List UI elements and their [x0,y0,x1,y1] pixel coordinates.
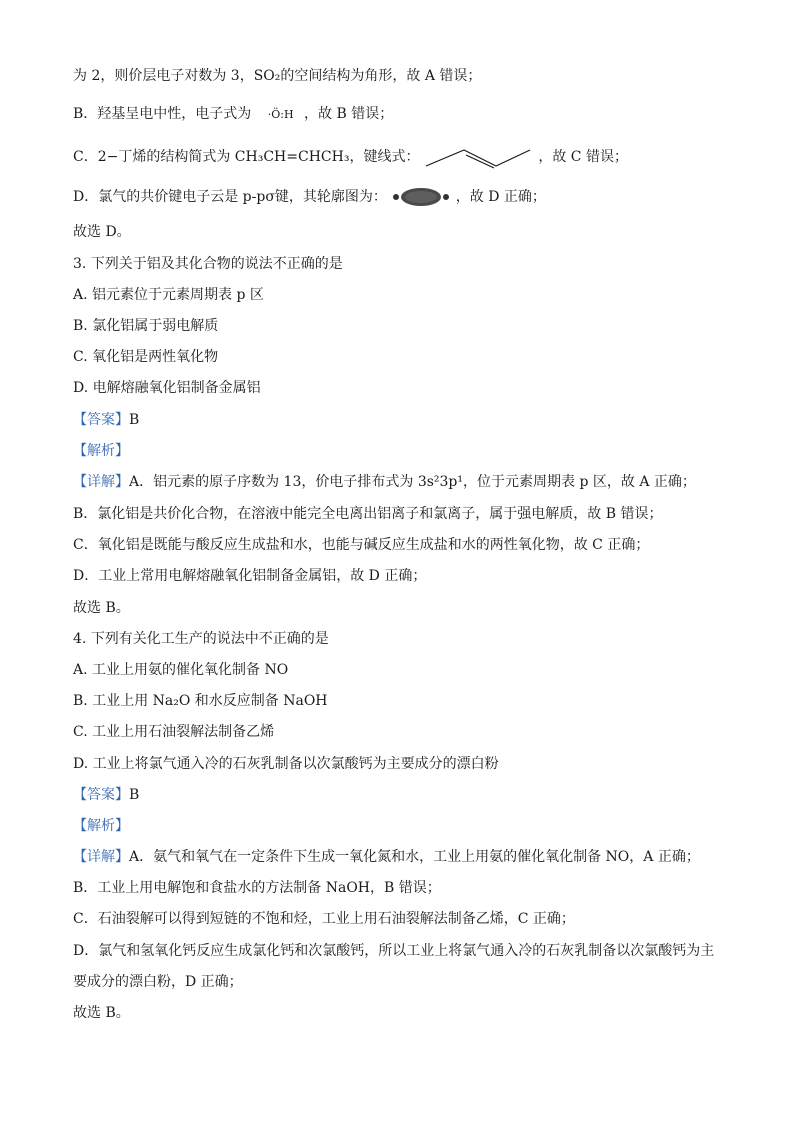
question-4-option-d: D. 工业上将氯气通入冷的石灰乳制备以次氯酸钙为主要成分的漂白粉 [73,756,499,772]
text-segment: ，故 D 正确； [455,189,546,205]
question-4-detail-d2: 要成分的漂白粉，D 正确； [73,974,243,990]
answer-tag: 【答案】 [73,787,129,803]
answer-value: B [129,787,140,803]
question-4-title: 4. 下列有关化工生产的说法中不正确的是 [73,631,329,647]
answer-tag: 【答案】 [73,412,129,428]
detail-text: A．氨气和氧气在一定条件下生成一氧化氮和水，工业上用氨的催化氧化制备 NO，A 正确； [129,849,700,865]
conclusion: 故选 D。 [73,224,131,240]
question-4-analysis-tag [73,816,129,836]
detail-text: A．铝元素的原子序数为 13，价电子排布式为 3s²3p¹，位于元素周期表 p 区，故 A 正确； [129,474,696,490]
question-3-option-a: A. 铝元素位于元素周期表 p 区 [73,287,264,303]
question-3-title: 3. 下列关于铝及其化合物的说法不正确的是 [73,256,343,272]
text-line: 为 2，则价层电子对数为 3，SO₂的空间结构为角形，故 A 错误； [73,68,482,84]
question-4-option-c: C. 工业上用石油裂解法制备乙烯 [73,724,275,740]
question-4-option-a: A. 工业上用氨的催化氧化制备 NO [73,662,289,678]
question-4-conclusion: 故选 B。 [73,1005,130,1021]
question-3-analysis-tag [73,441,129,461]
question-4-detail-c: C．石油裂解可以得到短链的不饱和烃，工业上用石油裂解法制备乙烯，C 正确； [73,911,575,927]
question-3-option-c: C. 氧化铝是两性氧化物 [73,349,219,365]
question-4-option-b: B. 工业上用 Na₂O 和水反应制备 NaOH [73,693,328,709]
text-line-c [73,144,628,170]
question-4-detail-b: B．工业上用电解饱和食盐水的方法制备 NaOH，B 错误； [73,880,441,896]
text-segment: B．羟基呈电中性，电子式为 [73,106,252,122]
analysis-tag: 【解析】 [73,818,129,834]
text-line-d [73,186,546,208]
question-3-conclusion: 故选 B。 [73,600,130,616]
text-line-b [73,104,393,125]
question-3-detail-a [73,472,696,492]
question-3-detail-c: C．氧化铝是既能与酸反应生成盐和水，也能与碱反应生成盐和水的两性氧化物，故 C 正确； [73,537,650,553]
question-4-answer [73,785,139,805]
question-4-detail-d1: D．氯气和氢氧化钙反应生成氯化钙和次氯酸钙，所以工业上将氯气通入冷的石灰乳制备以次氯酸钙为主 [73,943,715,959]
question-3-detail-b: B．氯化铝是共价化合物，在溶液中能完全电离出铝离子和氯离子，属于强电解质，故 B 错误； [73,506,663,522]
detail-tag: 【详解】 [73,849,129,865]
question-4-detail-a [73,847,700,867]
question-3-answer [73,410,139,430]
answer-value: B [129,412,140,428]
detail-tag: 【详解】 [73,474,129,490]
text-segment: ，故 C 错误； [538,149,628,165]
electron-cloud-icon [391,186,451,208]
question-3-detail-d: D．工业上常用电解熔融氧化铝制备金属铝，故 D 正确； [73,568,427,584]
text-segment: C．2−丁烯的结构简式为 CH₃CH=CHCH₃，键线式： [73,149,420,165]
skeletal-formula-icon [424,144,534,170]
electron-formula: ·Ö:H [267,108,294,121]
question-3-option-b: B. 氯化铝属于弱电解质 [73,318,219,334]
text-segment: ，故 B 错误； [304,106,394,122]
analysis-tag: 【解析】 [73,443,129,459]
text-segment: D．氯气的共价键电子云是 p-pσ键，其轮廓图为： [73,189,387,205]
question-3-option-d: D. 电解熔融氧化铝制备金属铝 [73,380,261,396]
